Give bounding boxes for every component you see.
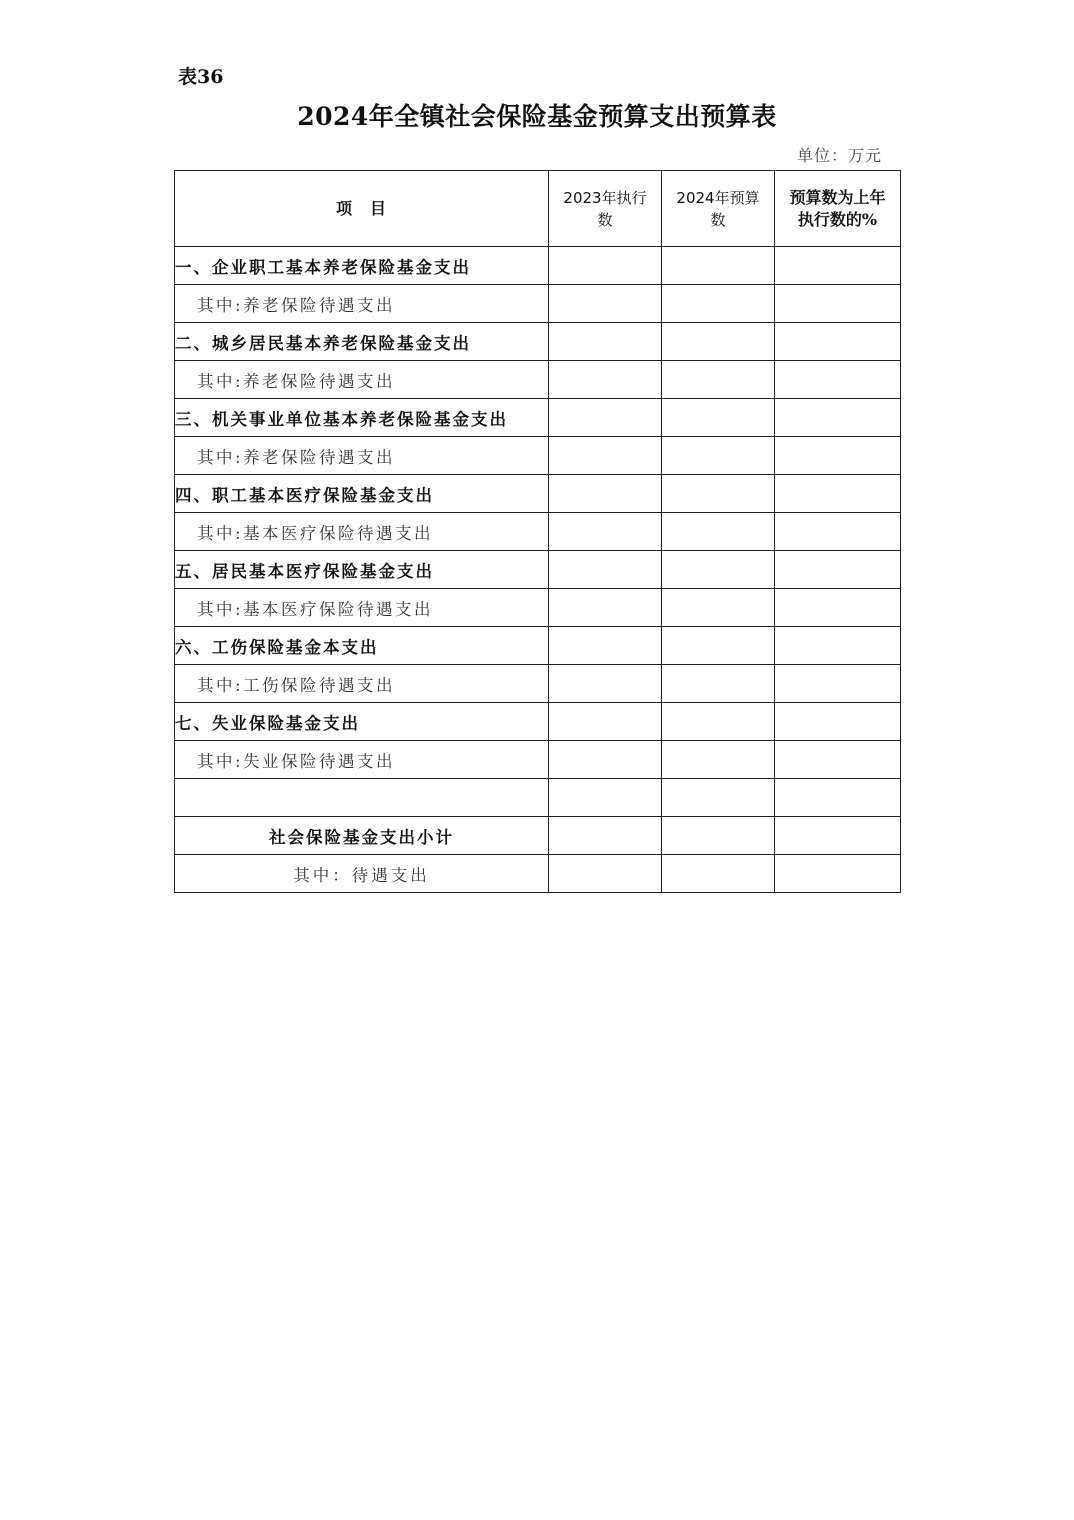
row-label: 一、企业职工基本养老保险基金支出	[175, 247, 549, 285]
budget-table	[174, 170, 901, 893]
cell-budget-2024	[662, 627, 775, 665]
cell-percent	[775, 741, 901, 779]
table-header-row	[175, 171, 901, 247]
cell-budget-2024	[662, 475, 775, 513]
row-label: 其中:基本医疗保险待遇支出	[175, 513, 549, 551]
row-label: 其中：待遇支出	[175, 855, 549, 893]
cell-budget-2024	[662, 437, 775, 475]
column-header-item: 项 目	[175, 171, 549, 247]
cell-budget-2024	[662, 513, 775, 551]
row-label: 四、职工基本医疗保险基金支出	[175, 475, 549, 513]
cell-percent	[775, 703, 901, 741]
cell-budget-2024	[662, 817, 775, 855]
column-header-exec-2023-line1: 2023年执行	[563, 188, 647, 207]
row-label: 其中:养老保险待遇支出	[175, 285, 549, 323]
cell-exec-2023	[549, 323, 662, 361]
row-label: 其中:失业保险待遇支出	[175, 741, 549, 779]
cell-budget-2024	[662, 361, 775, 399]
cell-percent	[775, 247, 901, 285]
cell-budget-2024	[662, 285, 775, 323]
row-label: 五、居民基本医疗保险基金支出	[175, 551, 549, 589]
cell-exec-2023	[549, 247, 662, 285]
cell-percent	[775, 361, 901, 399]
column-header-budget-2024-line1: 2024年预算	[676, 188, 760, 207]
cell-exec-2023	[549, 399, 662, 437]
cell-budget-2024	[662, 323, 775, 361]
cell-percent	[775, 855, 901, 893]
row-label: 其中:基本医疗保险待遇支出	[175, 589, 549, 627]
table-row	[175, 551, 901, 589]
column-header-percent-line2: 执行数的%	[797, 209, 878, 229]
cell-exec-2023	[549, 627, 662, 665]
row-label: 其中:工伤保险待遇支出	[175, 665, 549, 703]
cell-budget-2024	[662, 741, 775, 779]
cell-percent	[775, 589, 901, 627]
cell-exec-2023	[549, 437, 662, 475]
cell-exec-2023	[549, 361, 662, 399]
cell-percent	[775, 779, 901, 817]
unit-label: 单位：万元	[796, 146, 882, 165]
table-row	[175, 589, 901, 627]
column-header-exec-2023	[549, 171, 662, 247]
column-header-exec-2023-line2: 数	[597, 210, 613, 229]
row-label: 二、城乡居民基本养老保险基金支出	[175, 323, 549, 361]
cell-exec-2023	[549, 855, 662, 893]
cell-percent	[775, 437, 901, 475]
row-label: 六、工伤保险基金本支出	[175, 627, 549, 665]
cell-exec-2023	[549, 513, 662, 551]
cell-exec-2023	[549, 551, 662, 589]
cell-exec-2023	[549, 779, 662, 817]
table-row	[175, 475, 901, 513]
page-title: 2024年全镇社会保险基金预算支出预算表	[297, 102, 777, 131]
cell-percent	[775, 513, 901, 551]
table-row	[175, 323, 901, 361]
cell-budget-2024	[662, 247, 775, 285]
cell-budget-2024	[662, 855, 775, 893]
table-row	[175, 627, 901, 665]
column-header-budget-2024	[662, 171, 775, 247]
table-row	[175, 513, 901, 551]
cell-percent	[775, 665, 901, 703]
cell-percent	[775, 323, 901, 361]
column-header-percent	[775, 171, 901, 247]
cell-exec-2023	[549, 817, 662, 855]
row-label: 社会保险基金支出小计	[175, 817, 549, 855]
cell-percent	[775, 399, 901, 437]
cell-exec-2023	[549, 665, 662, 703]
cell-budget-2024	[662, 589, 775, 627]
table-row-blank	[175, 779, 901, 817]
row-label: 三、机关事业单位基本养老保险基金支出	[175, 399, 549, 437]
table-row	[175, 437, 901, 475]
row-label: 其中:养老保险待遇支出	[175, 361, 549, 399]
cell-percent	[775, 817, 901, 855]
table-row	[175, 703, 901, 741]
cell-exec-2023	[549, 475, 662, 513]
cell-budget-2024	[662, 779, 775, 817]
table-row	[175, 741, 901, 779]
table-number: 表36	[178, 66, 224, 88]
row-label: 其中:养老保险待遇支出	[175, 437, 549, 475]
table-row	[175, 665, 901, 703]
cell-percent	[775, 285, 901, 323]
table-row	[175, 285, 901, 323]
table-row	[175, 361, 901, 399]
table-row	[175, 247, 901, 285]
cell-percent	[775, 475, 901, 513]
cell-budget-2024	[662, 665, 775, 703]
cell-exec-2023	[549, 703, 662, 741]
table-row-subtotal	[175, 817, 901, 855]
cell-exec-2023	[549, 741, 662, 779]
table-row	[175, 399, 901, 437]
row-label	[175, 779, 549, 817]
cell-exec-2023	[549, 589, 662, 627]
row-label: 七、失业保险基金支出	[175, 703, 549, 741]
cell-budget-2024	[662, 399, 775, 437]
column-header-percent-line1: 预算数为上年	[789, 187, 886, 207]
cell-percent	[775, 627, 901, 665]
table-row-benefit-subtotal	[175, 855, 901, 893]
cell-percent	[775, 551, 901, 589]
cell-exec-2023	[549, 285, 662, 323]
cell-budget-2024	[662, 703, 775, 741]
column-header-budget-2024-line2: 数	[710, 210, 726, 229]
cell-budget-2024	[662, 551, 775, 589]
